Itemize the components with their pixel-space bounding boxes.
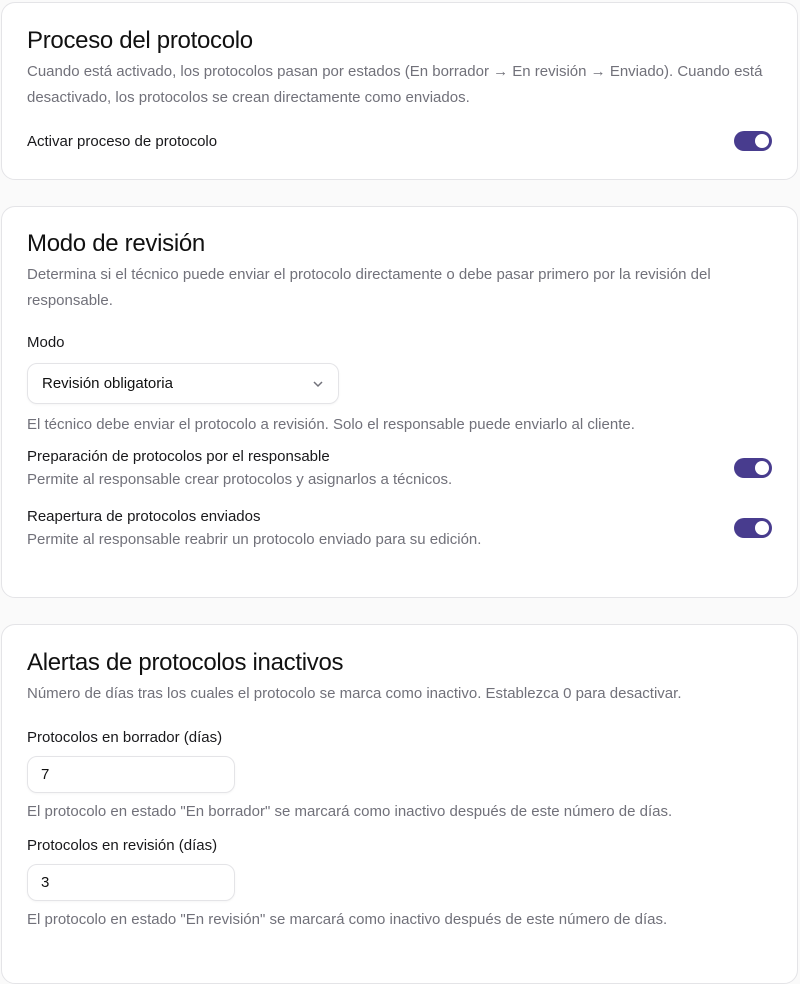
prep-toggle[interactable]: [734, 458, 772, 478]
reopen-description: Permite al responsable reabrir un protocolo enviado para su edición.: [27, 531, 482, 548]
card-description: Determina si el técnico puede enviar el protocolo directamente o debe pasar primero por la revisión del responsable.: [27, 266, 711, 309]
draft-days-help: El protocolo en estado "En borrador" se marcará como inactivo después de este número de días.: [27, 803, 673, 820]
review-days-input[interactable]: 3: [27, 864, 235, 901]
mode-help: El técnico debe enviar el protocolo a revisión. Solo el responsable puede enviarlo al cliente.: [27, 416, 635, 433]
mode-value: Revisión obligatoria: [42, 375, 173, 392]
reopen-label: Reapertura de protocolos enviados: [27, 508, 261, 525]
process-card: [1, 2, 798, 180]
review-card: [1, 206, 798, 598]
review-days-label: Protocolos en revisión (días): [27, 837, 218, 854]
card-title: Alertas de protocolos inactivos: [27, 649, 344, 676]
mode-label: Modo: [27, 334, 65, 351]
activate-process-toggle[interactable]: [734, 131, 772, 151]
chevron-down-icon: [312, 375, 324, 392]
card-title: Proceso del protocolo: [27, 27, 253, 54]
draft-days-input[interactable]: 7: [27, 756, 235, 793]
card-description: Número de días tras los cuales el protocolo se marca como inactivo. Establezca 0 para desactivar.: [27, 685, 682, 702]
prep-description: Permite al responsable crear protocolos y asignarlos a técnicos.: [27, 471, 453, 488]
prep-label: Preparación de protocolos por el responsable: [27, 448, 330, 465]
alerts-card: [1, 624, 798, 984]
mode-select[interactable]: [27, 363, 339, 404]
reopen-toggle[interactable]: [734, 518, 772, 538]
draft-days-label: Protocolos en borrador (días): [27, 729, 223, 746]
card-title: Modo de revisión: [27, 230, 205, 257]
toggle-label: Activar proceso de protocolo: [27, 132, 218, 150]
review-days-help: El protocolo en estado "En revisión" se marcará como inactivo después de este número de días.: [27, 911, 668, 928]
card-description: Cuando está activado, los protocolos pasan por estados (En borrador → En revisión → Enviado). Cuando está desactivado, los protocolos se crean directamente como enviados.: [27, 63, 763, 106]
